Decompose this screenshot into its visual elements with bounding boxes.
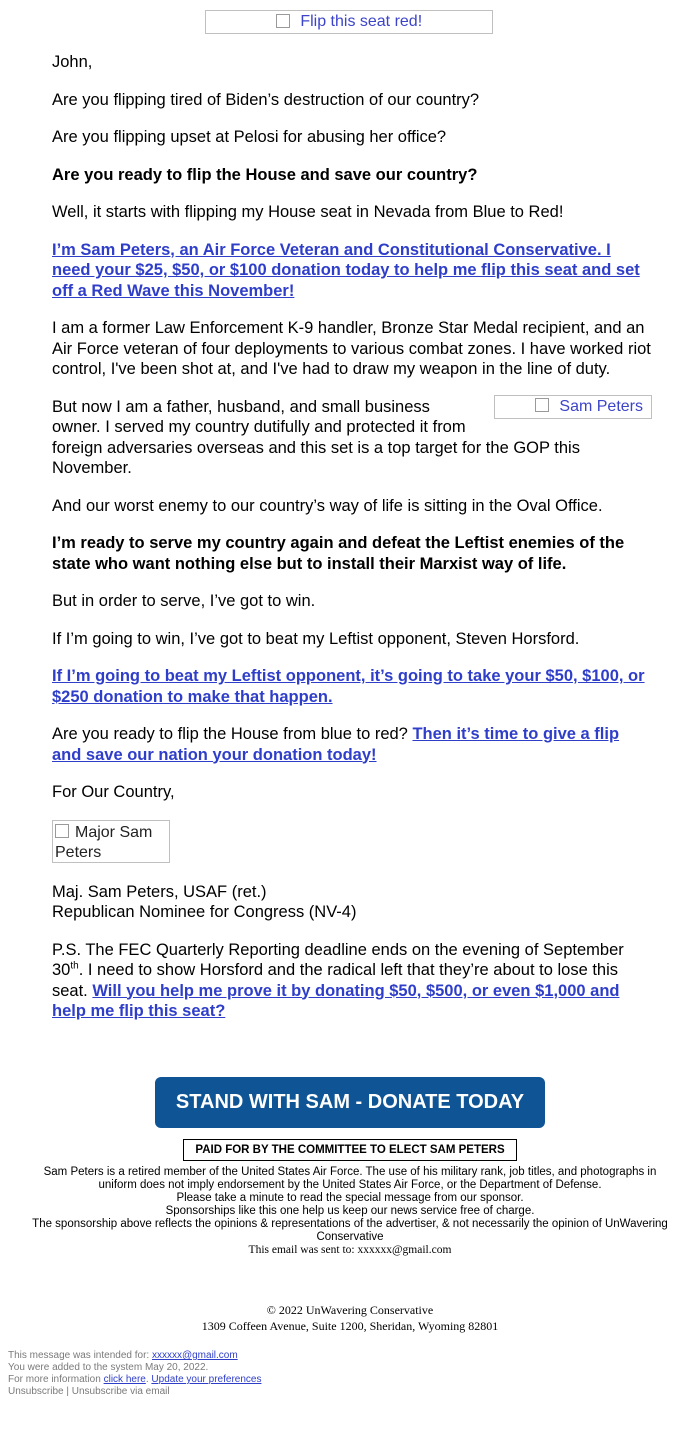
disclaimer [30,1166,670,1257]
header-banner-image[interactable] [205,10,493,34]
paragraph-5: I am a former Law Enforcement K-9 handler, Bronze Star Medal recipient, and an Air Force veteran of four deployments to various combat zones. I have worked riot control, I've been shot at, and I've had to draw my weapon in the line of duty. [52,319,651,378]
footer [0,1302,700,1334]
letter-body [52,52,652,1039]
signature-title: Republican Nominee for Congress (NV-4) [52,903,357,921]
paragraph-6: But now I am a father, husband, and small business owner. I served my country dutifully and protected it from foreign adversaries overseas and this set is a top target for the GOP this November. [52,397,580,477]
greeting: John, [52,53,93,71]
click-here-link[interactable]: click here [103,1374,146,1385]
added-line: You were added to the system May 20, 2022. [8,1362,209,1373]
broken-image-icon [276,14,290,28]
address: 1309 Coffeen Avenue, Suite 1200, Sheridan, Wyoming 82801 [201,1319,499,1333]
donate-link-3[interactable]: Then it’s time to give a flip and save our nation your donation today! [52,725,620,764]
donate-link-1[interactable]: I’m Sam Peters, an Air Force Veteran and Constitutional Conservative. I need your $25, $50, or $100 donation today to help me flip this seat and set off a Red Wave this November! [52,240,640,300]
unsubscribe-email-link[interactable]: Unsubscribe via email [71,1386,170,1397]
ps-text-a: P.S. The FEC Quarterly Reporting deadline ends on the evening of September 30 [52,940,624,979]
disclaimer-line-2: Please take a minute to read the special message from our sponsor. [176,1192,524,1204]
paragraph-1: Are you flipping tired of Biden’s destruction of our country? [52,90,480,109]
paragraph-3: Are you ready to flip the House and save our country? [52,165,478,184]
broken-image-icon [55,824,69,838]
email-meta [8,1350,261,1398]
paragraph-10: If I’m going to win, I’ve got to beat my Leftist opponent, Steven Horsford. [52,629,580,648]
separator: | [66,1386,69,1397]
disclaimer-line-1: Sam Peters is a retired member of the United States Air Force. The use of his military rank, job titles, and photographs in uniform does not imply endorsement by the United States Air Force, or the Department of Defense. [43,1166,657,1191]
paid-for-box: PAID FOR BY THE COMMITTEE TO ELECT SAM PETERS [183,1139,517,1161]
ps-superscript: th [70,960,79,972]
paragraph-7: And our worst enemy to our country’s way of life is sitting in the Oval Office. [52,496,603,515]
sent-to-line [30,1244,670,1257]
signature-alt: Major Sam Peters [55,823,153,861]
paragraph-4: Well, it starts with flipping my House seat in Nevada from Blue to Red! [52,203,564,221]
more-info-line: For more information click here. Update your preferences [8,1374,262,1385]
disclaimer-line-4: The sponsorship above reflects the opinions & representations of the advertiser, & not necessarily the opinion of UnWavering Conservative [32,1218,668,1243]
paragraph-11-text: Are you ready to flip the House from blue to red? [52,725,408,743]
unsubscribe-link[interactable]: Unsubscribe [8,1386,64,1397]
closing: For Our Country, [52,783,175,801]
header-banner-alt: Flip this seat red! [300,13,423,30]
donate-link-4[interactable]: Will you help me prove it by donating $50, $500, or even $1,000 and help me flip this seat? [52,981,620,1020]
unsubscribe-line [8,1386,261,1398]
copyright: © 2022 UnWavering Conservative [266,1303,434,1317]
postscript [52,940,652,1022]
paragraph-8: I’m ready to serve my country again and defeat the Leftist enemies of the state who want nothing else but to install their Marxist way of life. [52,534,625,573]
intended-email-link[interactable]: xxxxxx@gmail.com [151,1350,238,1361]
paragraph-2: Are you flipping upset at Pelosi for abusing her office? [52,128,447,146]
portrait-alt: Sam Peters [559,397,643,415]
donate-link-2[interactable]: If I’m going to beat my Leftist opponent, it’s going to take your $50, $100, or $250 donation to make that happen. [52,667,645,706]
ps-text-b: . I need to show Horsford and the radical left that they’re about to lose this seat. [52,961,619,1000]
broken-image-icon [535,398,549,412]
disclaimer-line-3: Sponsorships like this one help us keep our news service free of charge. [165,1205,535,1217]
portrait-image[interactable] [494,395,652,419]
signature-image[interactable] [52,820,170,863]
update-preferences-link[interactable]: Update your preferences [151,1374,262,1385]
donate-button[interactable]: STAND WITH SAM - DONATE TODAY [155,1077,545,1128]
intended-line [8,1350,261,1362]
intended-label: This message was intended for: [8,1350,150,1361]
more-info-label: For more information [8,1374,101,1385]
sent-to-label: This email was sent to: [248,1244,355,1256]
signature-name: Maj. Sam Peters, USAF (ret.) [52,882,267,901]
sent-to-email: xxxxxx@gmail.com [357,1244,452,1256]
paragraph-9: But in order to serve, I’ve got to win. [52,592,316,610]
